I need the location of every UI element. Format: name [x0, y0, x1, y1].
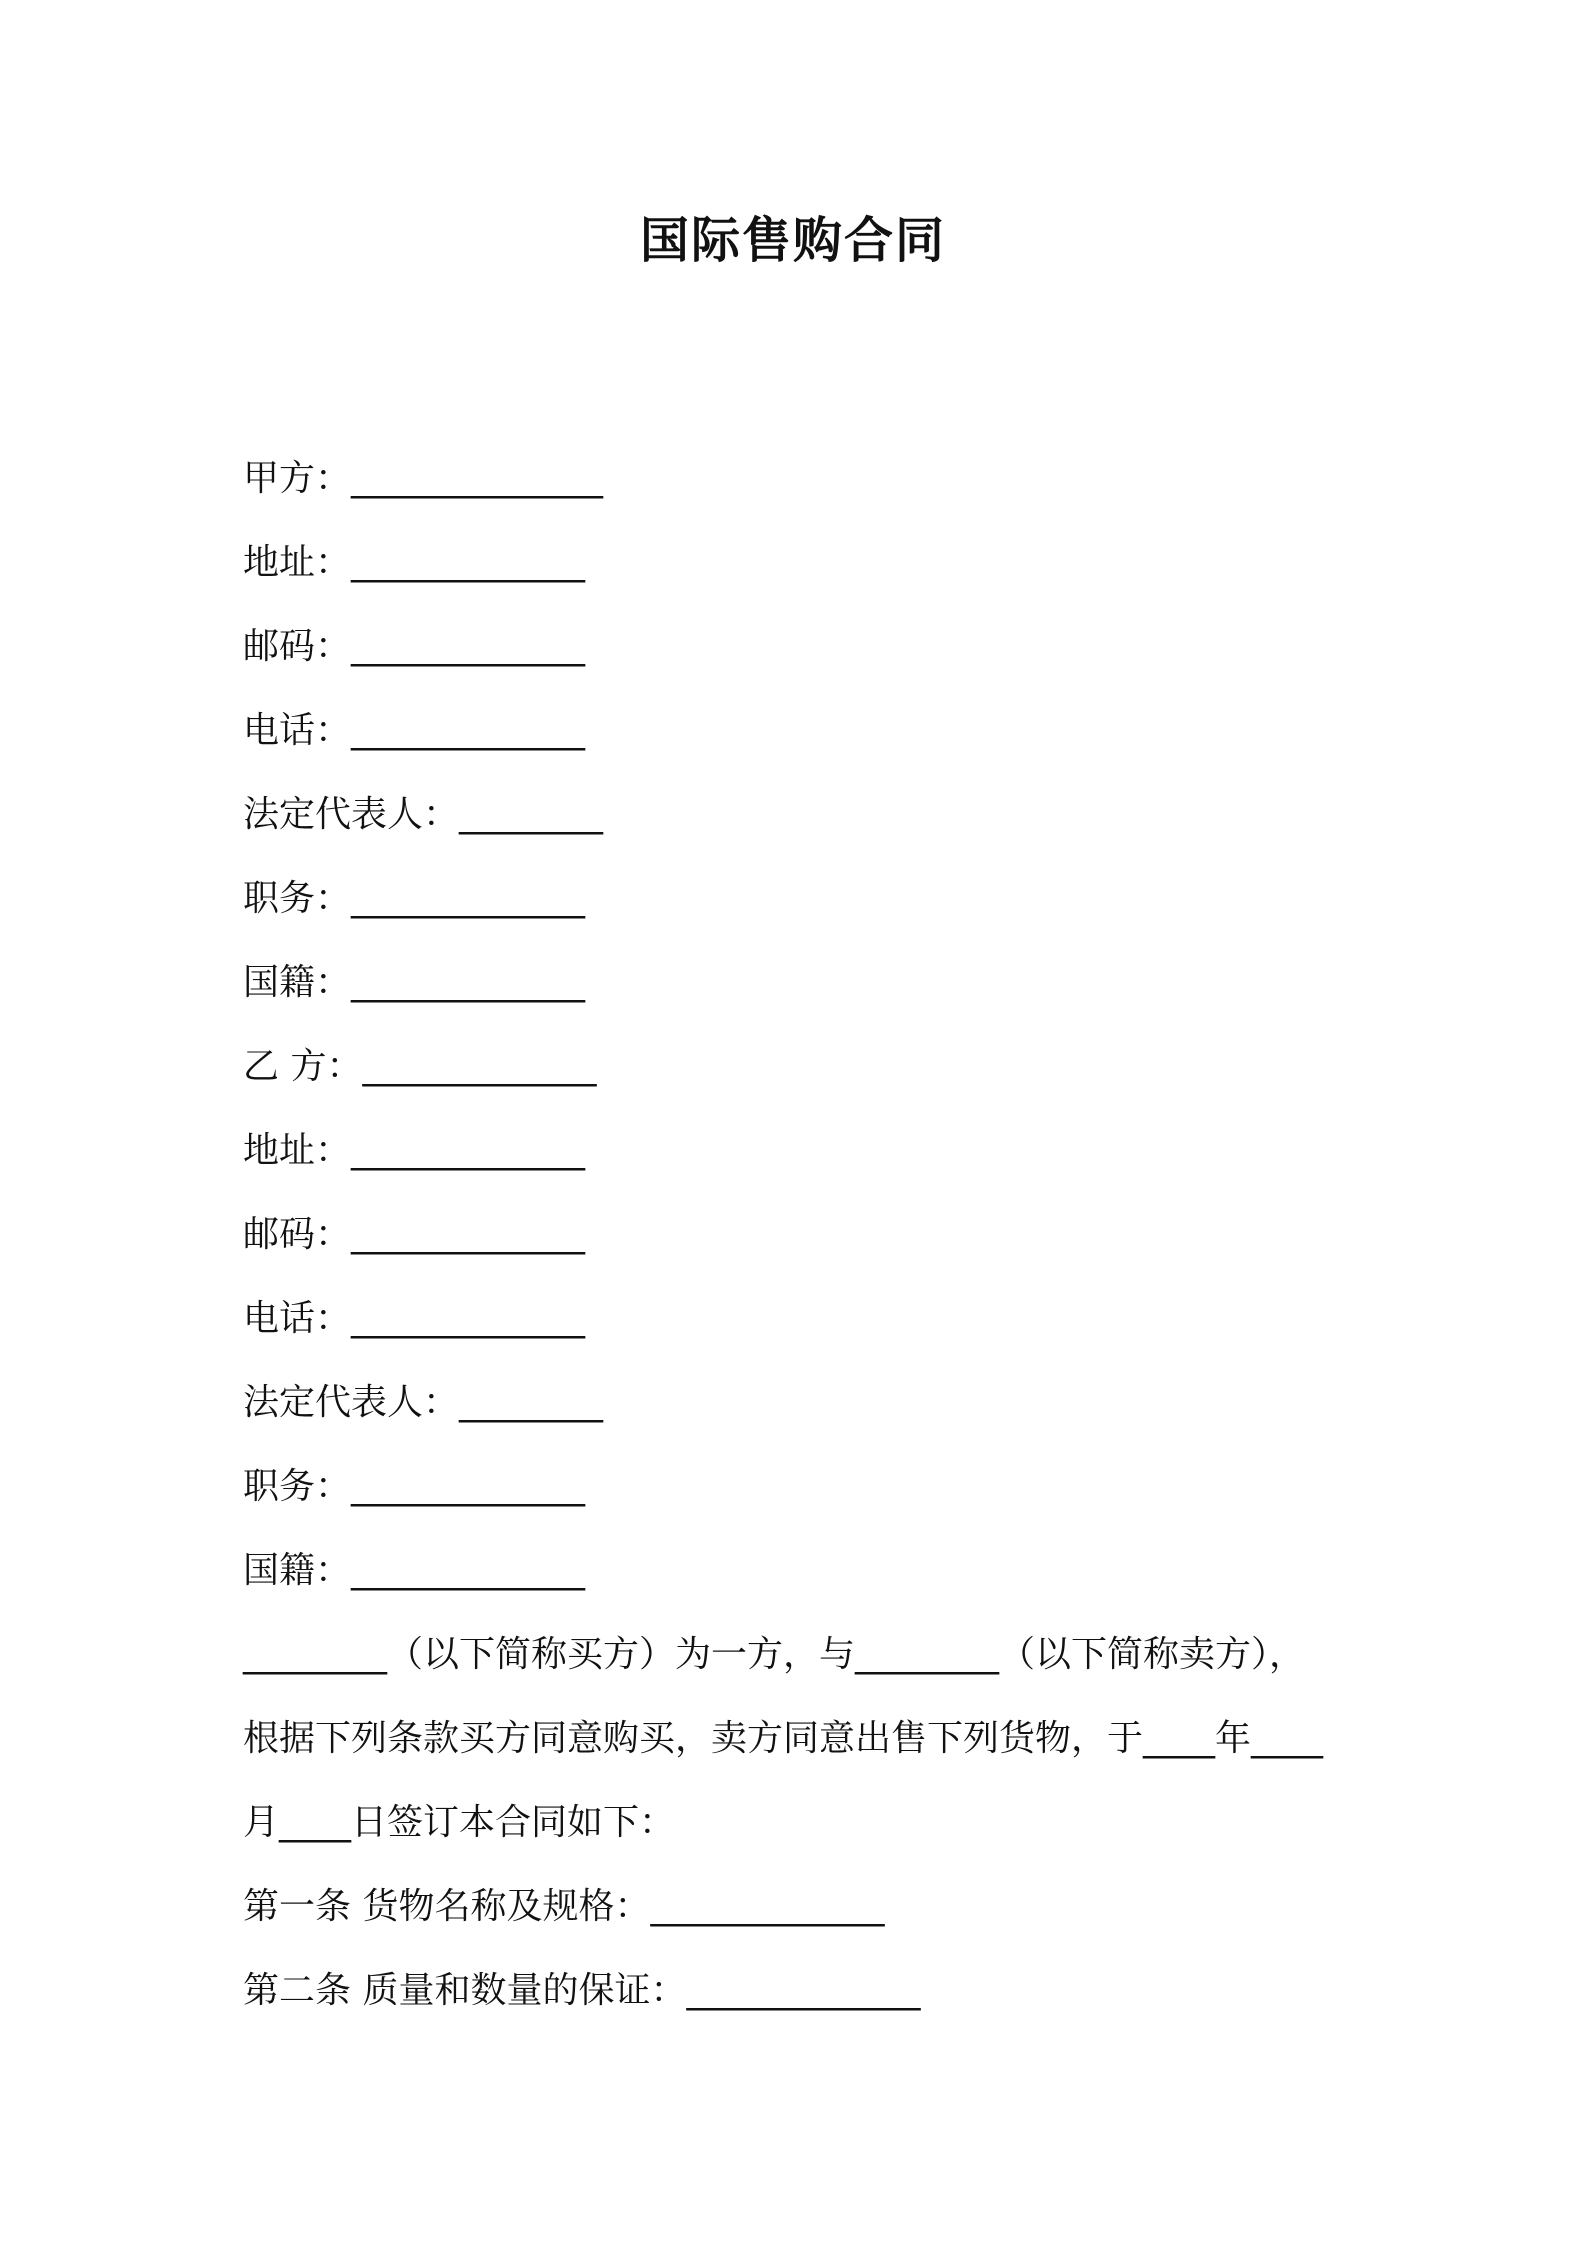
- preamble-line-3: 月____日签订本合同如下：: [243, 1802, 676, 1843]
- preamble-line-1: ________（以下简称买方）为一方，与________（以下简称卖方），: [243, 1634, 1306, 1675]
- party-b-nationality-line: 国籍：_____________: [243, 1550, 586, 1591]
- party-a-address-line: 地址：_____________: [243, 542, 586, 583]
- party-a-legal-representative-line: 法定代表人：________: [243, 794, 604, 835]
- article-1-line: 第一条 货物名称及规格：_____________: [243, 1886, 885, 1927]
- party-b-phone-line: 电话：_____________: [243, 1298, 586, 1339]
- preamble-line-2: 根据下列条款买方同意购买，卖方同意出售下列货物，于____年____: [243, 1718, 1324, 1759]
- party-a-postcode-line: 邮码：_____________: [243, 626, 586, 667]
- party-b-position-line: 职务：_____________: [243, 1466, 586, 1507]
- party-b-address-line: 地址：_____________: [243, 1130, 586, 1171]
- party-b-name-line: 乙 方：_____________: [243, 1046, 597, 1087]
- document-title: 国际售购合同: [639, 212, 946, 269]
- party-a-nationality-line: 国籍：_____________: [243, 962, 586, 1003]
- party-b-postcode-line: 邮码：_____________: [243, 1214, 586, 1255]
- party-a-position-line: 职务：_____________: [243, 878, 586, 919]
- party-a-phone-line: 电话：_____________: [243, 710, 586, 751]
- party-b-legal-representative-line: 法定代表人：________: [243, 1382, 604, 1423]
- party-a-name-line: 甲方：______________: [243, 458, 604, 499]
- article-2-line: 第二条 质量和数量的保证：_____________: [243, 1970, 921, 2011]
